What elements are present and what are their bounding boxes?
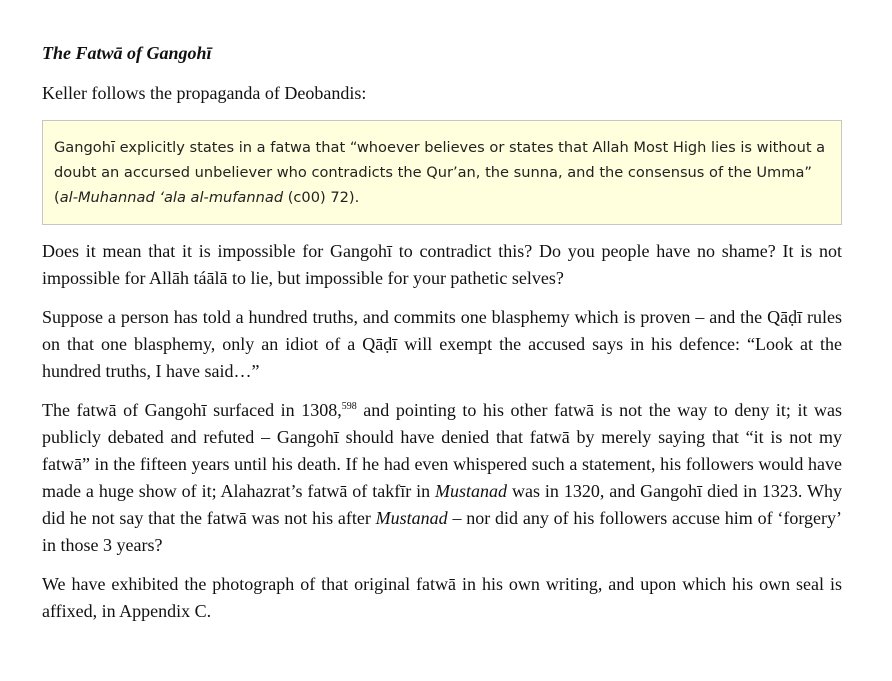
- p3-italic-mustanad-2: Mustanad: [375, 508, 448, 528]
- p3-part1: The fatwā of Gangohī surfaced in 1308,: [42, 400, 342, 420]
- footnote-marker[interactable]: 598: [341, 401, 357, 412]
- p3-part2: and pointing to his other fatwā is not the way to deny it; it was publicly debated and refuted – Gangohī should have denied that fatwā by merely saying that “it is not my fatwā” in the fifteen years until his death. If he had even whispered such a statement, his followers would have made a huge show of it; Alahazrat’s fatwā of takfīr in: [42, 400, 842, 501]
- document-page: [42, 40, 842, 637]
- paragraph-impossible: Does it mean that it is impossible for Gangohī to contradict this? Do you people have no shame? It is not impossible for Allāh táālā to lie, but impossible for your pathetic selves?: [42, 241, 842, 288]
- paragraph-hundred-truths: Suppose a person has told a hundred truths, and commits one blasphemy which is proven – and the Qāḍī rules on that one blasphemy, only an idiot of a Qāḍī will exempt the accused says in his defence: “Look at the hundred truths, I have said…”: [42, 307, 842, 381]
- quote-source-title: al-Muhannad ‘ala al-mufannad: [59, 189, 284, 206]
- intro-paragraph: Keller follows the propaganda of Deobandis:: [42, 83, 367, 103]
- quote-text: Gangohī explicitly states in a fatwa that “whoever believes or states that Allah Most High lies is without a doubt an accursed unbeliever who contradicts the Qur’an, the sunna, and the consensus of the Umma” (: [54, 139, 826, 206]
- p3-italic-mustanad-1: Mustanad: [435, 481, 508, 501]
- paragraph-appendix: We have exhibited the photograph of that original fatwā in his own writing, and upon which his own seal is affixed, in Appendix C.: [42, 574, 842, 621]
- paragraph-fatwa-surfaced: [42, 397, 842, 559]
- quote-box: [42, 120, 842, 225]
- section-heading: The Fatwā of Gangohī: [42, 43, 212, 63]
- quote-source-tail: (c00) 72).: [283, 189, 360, 206]
- p3-part3: was in 1320, and Gangohī died in 1323. Why did he not say that the fatwā was not his after: [42, 481, 842, 528]
- p3-part4: – nor did any of his followers accuse him of ‘forgery’ in those 3 years?: [42, 508, 842, 555]
